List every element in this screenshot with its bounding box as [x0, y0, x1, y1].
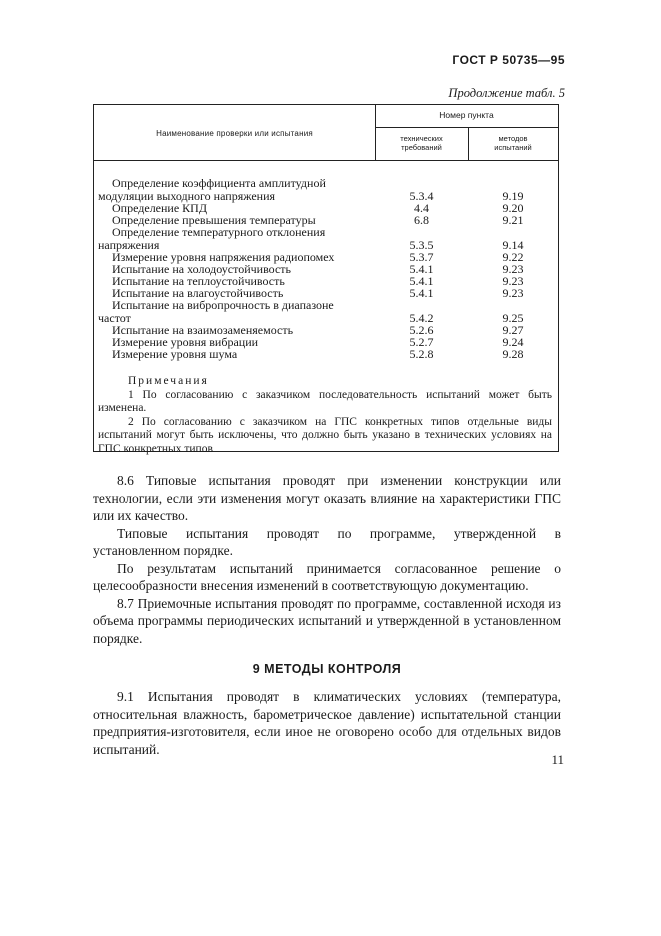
row-name: Измерение уровня напряжения радиопомех — [112, 250, 335, 264]
paragraph: По результатам испытаний принимается согласованное решение о целесообразности внесения изменений в соответствующую документацию. — [93, 560, 561, 593]
row-tech: 5.3.5 — [409, 238, 434, 252]
table-notes — [94, 375, 558, 456]
row-tech: 4.4 — [414, 201, 429, 215]
row-name: Испытание на влагоустойчивость — [112, 286, 284, 300]
row-tech: 5.2.7 — [409, 335, 434, 349]
row-methods: 9.24 — [502, 335, 524, 349]
row-methods: 9.19 — [502, 189, 524, 203]
paragraph: Типовые испытания проводят по программе, утвержденной в установленном порядке. — [93, 525, 561, 558]
row-methods: 9.22 — [502, 250, 524, 264]
body-paragraphs — [93, 472, 561, 647]
test-table — [93, 104, 559, 455]
row-tech: 5.4.1 — [409, 286, 434, 300]
col-header-tech-line: технических — [400, 134, 443, 143]
row-tech: 5.2.6 — [409, 323, 434, 337]
row-tech: 5.4.1 — [409, 262, 434, 276]
row-name: Определение превышения температуры — [112, 213, 316, 227]
standard-number: ГОСТ Р 50735—95 — [452, 53, 565, 67]
paragraph: 8.6 Типовые испытания проводят при изменении конструкции или технологии, если эти изменения могут оказать влияние на характеристики ГПС или их качество. — [93, 473, 561, 523]
row-methods: 9.23 — [502, 274, 524, 288]
section-title: 9 МЕТОДЫ КОНТРОЛЯ — [252, 662, 402, 676]
row-name: Измерение уровня вибрации — [112, 335, 259, 349]
col-header-group: Номер пункта — [439, 110, 494, 120]
subheader-divider — [375, 127, 558, 128]
row-tech: 5.4.1 — [409, 274, 434, 288]
row-name: Испытание на взаимозаменяемость — [112, 323, 294, 337]
row-methods: 9.27 — [502, 323, 524, 337]
row-name: Испытание на вибропрочность в диапазоне частот — [98, 298, 334, 325]
row-name: Испытание на теплоустойчивость — [112, 274, 285, 288]
row-tech: 5.2.8 — [409, 347, 434, 361]
col-header-methods-line: испытаний — [494, 143, 532, 152]
row-tech: 5.4.2 — [409, 311, 434, 325]
col-header-tech — [375, 134, 468, 152]
row-methods: 9.25 — [502, 311, 524, 325]
note-item: 2 По согласованию с заказчиком на ГПС конкретных типов отдельные виды испытаний могут быть исключены, что должно быть указано в технических условиях на ГПС конкретных типов — [98, 415, 552, 455]
row-name: Определение КПД — [112, 201, 208, 215]
col-header-name: Наименование проверки или испытания — [156, 129, 313, 138]
col-header-methods — [468, 134, 558, 152]
paragraph: 8.7 Приемочные испытания проводят по программе, составленной исходя из объема программы периодических испытаний и утвержденной в установленном порядке. — [93, 595, 561, 646]
row-tech: 5.3.7 — [409, 250, 434, 264]
row-methods: 9.23 — [502, 286, 524, 300]
row-name: Измерение уровня шума — [112, 347, 238, 361]
page-number: 11 — [551, 752, 564, 767]
table-continuation-label: Продолжение табл. 5 — [448, 86, 565, 100]
header-divider — [94, 160, 558, 161]
body-paragraphs-section9 — [93, 688, 561, 758]
row-methods: 9.21 — [502, 213, 524, 227]
paragraph: 9.1 Испытания проводят в климатических условиях (температура, относительная влажность, барометрическое давление) испытательной станции предприятия-изготовителя, если иное не оговорено особо для отдельных видов испытаний. — [93, 689, 561, 757]
row-methods: 9.28 — [502, 347, 524, 361]
row-name: Определение коэффициента амплитудной модуляции выходного напряжения — [98, 176, 326, 203]
notes-title: Примечания — [128, 375, 209, 387]
row-methods: 9.20 — [502, 201, 524, 215]
row-tech: 6.8 — [414, 213, 429, 227]
row-methods: 9.23 — [502, 262, 524, 276]
col-header-methods-line: методов — [498, 134, 528, 143]
row-name: Испытание на холодоустойчивость — [112, 262, 292, 276]
row-tech: 5.3.4 — [409, 189, 434, 203]
row-methods: 9.14 — [502, 238, 524, 252]
note-item: 1 По согласованию с заказчиком последовательность испытаний может быть изменена. — [98, 388, 552, 414]
col-header-tech-line: требований — [401, 143, 442, 152]
row-name: Определение температурного отклонения напряжения — [98, 225, 326, 252]
